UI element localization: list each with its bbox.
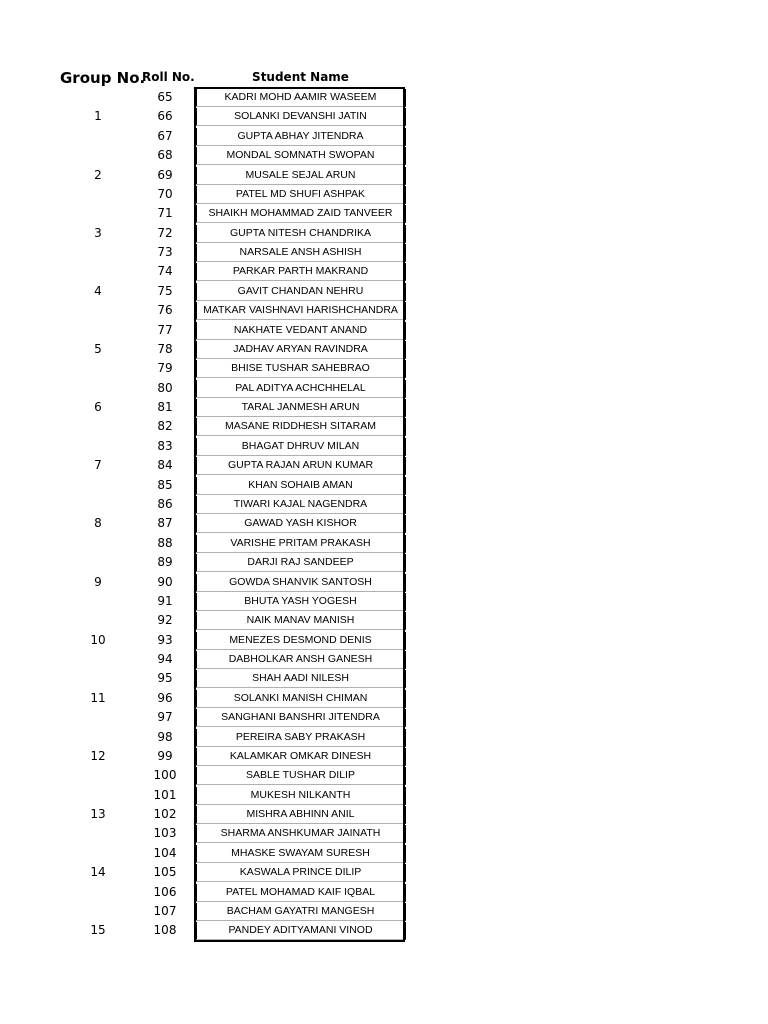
- table-row: [0, 689, 768, 708]
- roll-number-cell: 80: [157, 380, 173, 395]
- table-row: [0, 224, 768, 243]
- student-name-cell: SHAIKH MOHAMMAD ZAID TANVEER: [195, 205, 406, 223]
- table-row: [0, 204, 768, 223]
- table-row: [0, 282, 768, 301]
- roll-number-cell: 70: [157, 186, 173, 201]
- roll-number-cell: 77: [157, 322, 173, 337]
- table-row: [0, 359, 768, 378]
- roll-number-cell: 96: [157, 690, 173, 705]
- roll-number-cell: 73: [157, 245, 173, 260]
- group-number-cell: 9: [94, 574, 102, 589]
- roll-number-cell: 108: [153, 923, 177, 938]
- table-row: [0, 553, 768, 572]
- roll-number-cell: 98: [157, 729, 173, 744]
- student-name-cell: NARSALE ANSH ASHISH: [195, 244, 406, 262]
- table-row: [0, 650, 768, 669]
- roll-number-cell: 104: [153, 845, 177, 860]
- roll-number-cell: 93: [157, 632, 173, 647]
- student-name-cell: GOWDA SHANVIK SANTOSH: [195, 574, 406, 592]
- group-number-cell: 11: [90, 690, 106, 705]
- table-row: [0, 107, 768, 126]
- student-name-cell: SHARMA ANSHKUMAR JAINATH: [195, 825, 406, 843]
- roll-number-cell: 97: [157, 710, 173, 725]
- roll-number-cell: 83: [157, 438, 173, 453]
- table-row: [0, 863, 768, 882]
- student-name-cell: BHUTA YASH YOGESH: [195, 593, 406, 611]
- table-row: [0, 243, 768, 262]
- student-name-cell: MHASKE SWAYAM SURESH: [195, 845, 406, 863]
- table-row: [0, 573, 768, 592]
- roll-number-cell: 101: [153, 787, 177, 802]
- group-number-cell: 6: [94, 400, 102, 415]
- group-number-cell: 13: [90, 807, 106, 822]
- student-name-cell: GAVIT CHANDAN NEHRU: [195, 283, 406, 301]
- table-row: [0, 611, 768, 630]
- student-name-cell: MATKAR VAISHNAVI HARISHCHANDRA: [195, 302, 406, 320]
- group-number-cell: 12: [90, 748, 106, 763]
- table-row: [0, 379, 768, 398]
- student-name-cell: TARAL JANMESH ARUN: [195, 399, 406, 417]
- student-name-cell: MASANE RIDDHESH SITARAM: [195, 418, 406, 436]
- roll-number-cell: 94: [157, 652, 173, 667]
- student-name-cell: GAWAD YASH KISHOR: [195, 515, 406, 533]
- student-name-cell: PARKAR PARTH MAKRAND: [195, 263, 406, 281]
- student-name-cell: TIWARI KAJAL NAGENDRA: [195, 496, 406, 514]
- student-name-cell: PATEL MD SHUFI ASHPAK: [195, 186, 406, 204]
- student-name-cell: MENEZES DESMOND DENIS: [195, 632, 406, 650]
- student-name-cell: DABHOLKAR ANSH GANESH: [195, 651, 406, 669]
- roll-number-cell: 85: [157, 477, 173, 492]
- roll-number-cell: 95: [157, 671, 173, 686]
- roll-number-cell: 79: [157, 361, 173, 376]
- roll-number-cell: 89: [157, 555, 173, 570]
- student-name-cell: BHAGAT DHRUV MILAN: [195, 438, 406, 456]
- student-name-cell: GUPTA RAJAN ARUN KUMAR: [195, 457, 406, 475]
- student-name-cell: KASWALA PRINCE DILIP: [195, 864, 406, 882]
- table-row: [0, 883, 768, 902]
- roll-number-cell: 105: [153, 865, 177, 880]
- table-row: [0, 340, 768, 359]
- student-name-cell: KADRI MOHD AAMIR WASEEM: [195, 89, 406, 107]
- student-name-cell: MUSALE SEJAL ARUN: [195, 167, 406, 185]
- roll-number-cell: 65: [157, 90, 173, 104]
- group-number-cell: 2: [94, 167, 102, 182]
- student-name-header: Student Name: [252, 70, 349, 84]
- group-number-cell: 7: [94, 458, 102, 473]
- roll-number-cell: 78: [157, 341, 173, 356]
- table-row: [0, 708, 768, 727]
- table-row: [0, 321, 768, 340]
- table-row: [0, 921, 768, 940]
- table-row: [0, 456, 768, 475]
- group-number-cell: 1: [94, 109, 102, 124]
- roll-number-cell: 107: [153, 903, 177, 918]
- roll-number-cell: 87: [157, 516, 173, 531]
- table-row: [0, 805, 768, 824]
- student-name-cell: VARISHE PRITAM PRAKASH: [195, 535, 406, 553]
- table-row: [0, 495, 768, 514]
- roll-number-cell: 103: [153, 826, 177, 841]
- student-name-cell: SHAH AADI NILESH: [195, 670, 406, 688]
- roll-number-cell: 76: [157, 303, 173, 318]
- student-name-cell: SOLANKI MANISH CHIMAN: [195, 690, 406, 708]
- group-number-cell: 14: [90, 865, 106, 880]
- group-number-cell: 10: [90, 632, 106, 647]
- table-row: [0, 262, 768, 281]
- table-row: [0, 88, 768, 107]
- table-row: [0, 301, 768, 320]
- group-number-cell: 3: [94, 225, 102, 240]
- roll-no-header: Roll No.: [142, 70, 195, 84]
- table-row: [0, 631, 768, 650]
- roll-number-cell: 72: [157, 225, 173, 240]
- roll-number-cell: 69: [157, 167, 173, 182]
- table-row: [0, 417, 768, 436]
- student-name-cell: KHAN SOHAIB AMAN: [195, 477, 406, 495]
- table-row: [0, 786, 768, 805]
- table-row: [0, 398, 768, 417]
- table-row: [0, 166, 768, 185]
- roll-number-cell: 91: [157, 593, 173, 608]
- group-number-cell: 15: [90, 923, 106, 938]
- student-name-cell: KALAMKAR OMKAR DINESH: [195, 748, 406, 766]
- roll-number-cell: 99: [157, 748, 173, 763]
- student-name-cell: SANGHANI BANSHRI JITENDRA: [195, 709, 406, 727]
- roll-number-cell: 106: [153, 884, 177, 899]
- student-name-cell: JADHAV ARYAN RAVINDRA: [195, 341, 406, 359]
- student-name-cell: PEREIRA SABY PRAKASH: [195, 729, 406, 747]
- roll-number-cell: 82: [157, 419, 173, 434]
- student-name-cell: NAIK MANAV MANISH: [195, 612, 406, 630]
- student-name-cell: PANDEY ADITYAMANI VINOD: [195, 922, 406, 940]
- table-row: [0, 146, 768, 165]
- roll-number-cell: 68: [157, 148, 173, 163]
- student-name-cell: DARJI RAJ SANDEEP: [195, 554, 406, 572]
- table-row: [0, 669, 768, 688]
- student-name-cell: MUKESH NILKANTH: [195, 787, 406, 805]
- table-row: [0, 185, 768, 204]
- table-row: [0, 844, 768, 863]
- group-number-cell: 4: [94, 283, 102, 298]
- group-no-header: Group No.: [60, 69, 146, 87]
- table-row: [0, 476, 768, 495]
- table-row: [0, 127, 768, 146]
- table-row: [0, 514, 768, 533]
- table-row: [0, 747, 768, 766]
- table-row: [0, 902, 768, 921]
- table-row: [0, 728, 768, 747]
- student-name-cell: SOLANKI DEVANSHI JATIN: [195, 108, 406, 126]
- student-name-cell: GUPTA NITESH CHANDRIKA: [195, 225, 406, 243]
- student-name-cell: PAL ADITYA ACHCHHELAL: [195, 380, 406, 398]
- student-name-cell: MISHRA ABHINN ANIL: [195, 806, 406, 824]
- roll-number-cell: 71: [157, 206, 173, 221]
- student-name-cell: BACHAM GAYATRI MANGESH: [195, 903, 406, 921]
- roll-number-cell: 86: [157, 496, 173, 511]
- roll-number-cell: 74: [157, 264, 173, 279]
- student-name-cell: BHISE TUSHAR SAHEBRAO: [195, 360, 406, 378]
- roll-number-cell: 90: [157, 574, 173, 589]
- student-name-cell: GUPTA ABHAY JITENDRA: [195, 128, 406, 146]
- roll-number-cell: 81: [157, 400, 173, 415]
- table-row: [0, 592, 768, 611]
- table-row: [0, 766, 768, 785]
- table-row: [0, 534, 768, 553]
- roll-number-cell: 84: [157, 458, 173, 473]
- group-number-cell: 8: [94, 516, 102, 531]
- roll-number-cell: 100: [153, 768, 177, 783]
- roll-number-cell: 102: [153, 807, 177, 822]
- student-name-cell: PATEL MOHAMAD KAIF IQBAL: [195, 884, 406, 902]
- roll-number-cell: 88: [157, 535, 173, 550]
- roll-number-cell: 75: [157, 283, 173, 298]
- student-name-cell: SABLE TUSHAR DILIP: [195, 767, 406, 785]
- roll-number-cell: 67: [157, 128, 173, 143]
- student-name-cell: NAKHATE VEDANT ANAND: [195, 322, 406, 340]
- group-number-cell: 5: [94, 341, 102, 356]
- roll-number-cell: 66: [157, 109, 173, 124]
- table-row: [0, 437, 768, 456]
- student-name-cell: MONDAL SOMNATH SWOPAN: [195, 147, 406, 165]
- roll-number-cell: 92: [157, 613, 173, 628]
- table-row: [0, 824, 768, 843]
